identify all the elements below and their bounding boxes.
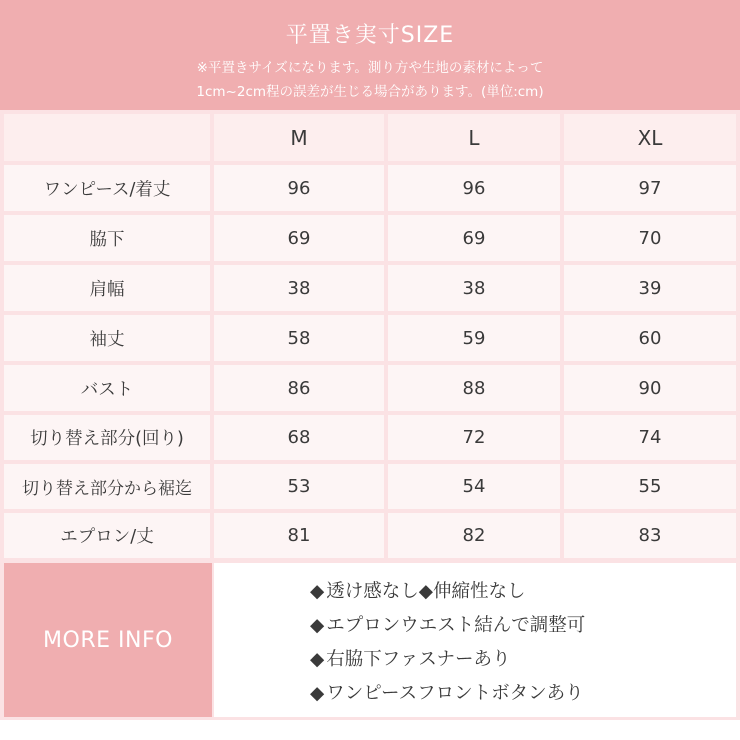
- info-text: 右脇下ファスナーあり: [326, 649, 511, 670]
- list-item: [310, 577, 525, 603]
- row-label-apron-length: エプロン/丈: [4, 513, 210, 558]
- table-cell: 60: [564, 315, 736, 361]
- list-item: [310, 611, 585, 637]
- table-cell: 82: [388, 513, 560, 558]
- row-label-bust: バスト: [4, 365, 210, 411]
- table-cell: 38: [388, 265, 560, 311]
- table-cell: 69: [388, 215, 560, 261]
- table-cell: 88: [388, 365, 560, 411]
- column-header-l: L: [388, 114, 560, 161]
- table-cell: 69: [214, 215, 384, 261]
- size-note-line-1: ※平置きサイズになります。測り方や生地の素材によって: [196, 60, 544, 76]
- table-cell: 55: [564, 464, 736, 509]
- table-cell: 74: [564, 415, 736, 460]
- table-cell: 72: [388, 415, 560, 460]
- info-text: エプロンウエスト結んで調整可: [326, 615, 586, 636]
- row-label-sleeve-length: 袖丈: [4, 315, 210, 361]
- diamond-bullet-icon: ◆: [310, 581, 325, 602]
- table-cell: 54: [388, 464, 560, 509]
- table-cell: 81: [214, 513, 384, 558]
- size-note-line-2: 1cm~2cm程の誤差が生じる場合があります。(単位:cm): [196, 84, 544, 100]
- row-label-dress-length: ワンピース/着丈: [4, 165, 210, 211]
- table-cell: 39: [564, 265, 736, 311]
- column-header-xl: XL: [564, 114, 736, 161]
- diamond-bullet-icon: ◆: [310, 683, 325, 704]
- row-label-waist-seam-circumference: 切り替え部分(回り): [4, 415, 210, 460]
- table-cell: 96: [214, 165, 384, 211]
- table-cell: 68: [214, 415, 384, 460]
- size-table: [0, 110, 740, 560]
- size-header: [0, 0, 740, 110]
- column-header-m: M: [214, 114, 384, 161]
- table-cell: 70: [564, 215, 736, 261]
- table-cell: 53: [214, 464, 384, 509]
- row-label-underarm: 脇下: [4, 215, 210, 261]
- diamond-bullet-icon: ◆: [310, 615, 325, 636]
- size-title: 平置き実寸SIZE: [285, 23, 455, 48]
- table-cell: 83: [564, 513, 736, 558]
- row-label-shoulder-width: 肩幅: [4, 265, 210, 311]
- table-cell: 96: [388, 165, 560, 211]
- table-cell: 38: [214, 265, 384, 311]
- diamond-bullet-icon: ◆: [310, 649, 325, 670]
- more-info-label: MORE INFO: [4, 563, 212, 717]
- info-text: ワンピースフロントボタンあり: [326, 683, 584, 704]
- more-info-panel: [214, 563, 736, 717]
- table-corner-cell: [4, 114, 210, 161]
- list-item: [310, 679, 584, 705]
- row-label-seam-to-hem: 切り替え部分から裾迄: [4, 464, 210, 509]
- table-cell: 86: [214, 365, 384, 411]
- table-cell: 59: [388, 315, 560, 361]
- table-cell: 90: [564, 365, 736, 411]
- table-cell: 97: [564, 165, 736, 211]
- info-text: 透け感なし◆伸縮性なし: [326, 581, 526, 602]
- list-item: [310, 645, 511, 671]
- table-cell: 58: [214, 315, 384, 361]
